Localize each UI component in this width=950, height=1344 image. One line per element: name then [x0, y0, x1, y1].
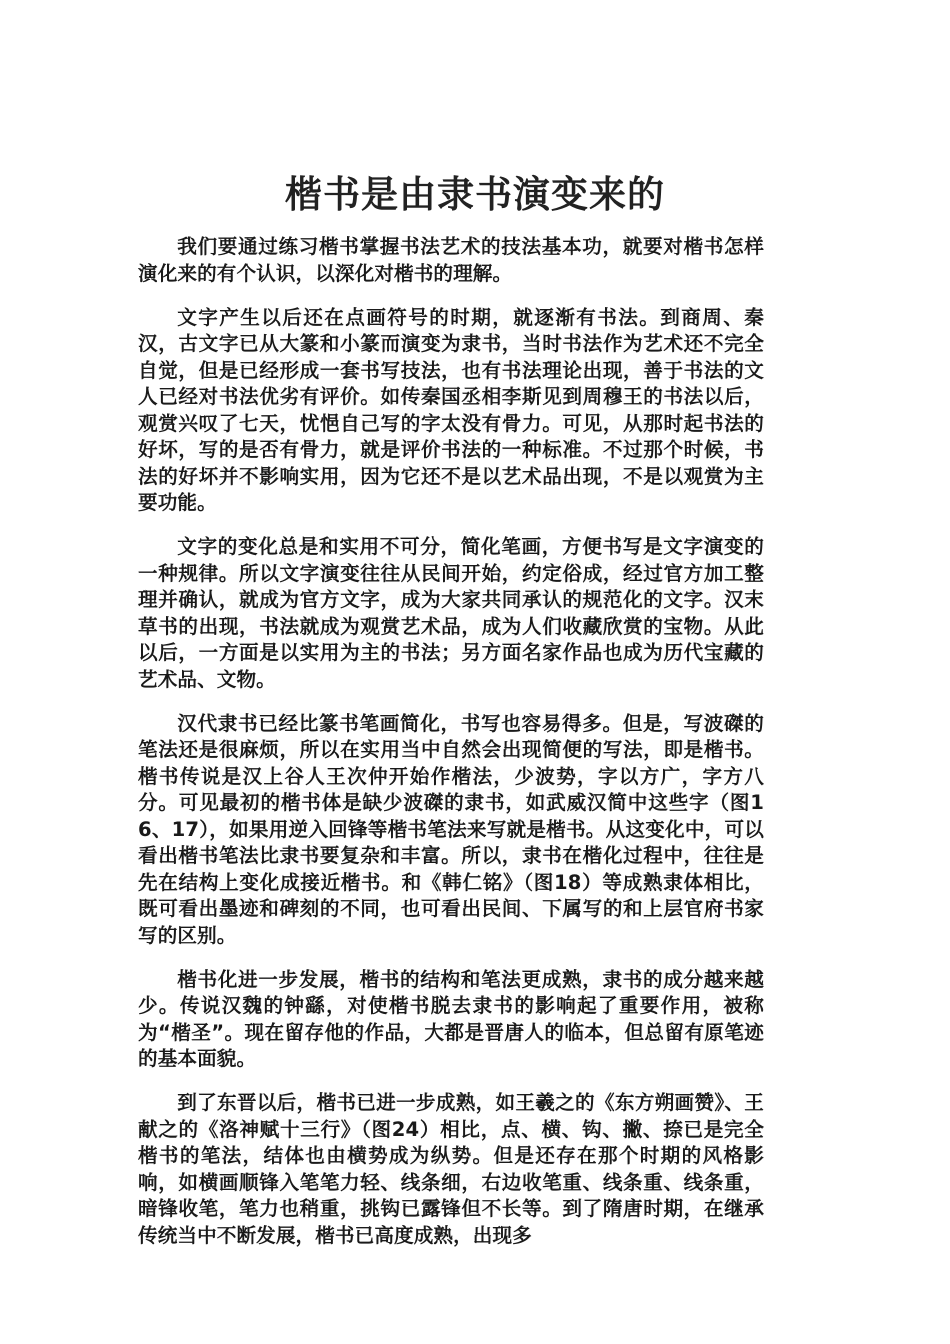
paragraph-2: 文字产生以后还在点画符号的时期，就逐渐有书法。到商周、秦汉，古文字已从大篆和小篆而演变为隶书，当时书法作为艺术还不完全自觉，但是已经形成一套书写技法，也有书法理论出现，善于书法的文人已经对书法优劣有评价。如传秦国丞相李斯见到周穆王的书法以后，观赏兴叹了七天，忧悒自己写的字太没有骨力。可见，从那时起书法的好坏，写的是否有骨力，就是评价书法的一种标准。不过那个时候，书法的好坏并不影响实用，因为它还不是以艺术品出现，不是以观赏为主要功能。: [138, 305, 764, 514]
paragraph-3: 文字的变化总是和实用不可分，简化笔画，方便书写是文字演变的一种规律。所以文字演变往往从民间开始，约定俗成，经过官方加工整理并确认，就成为官方文字，成为大家共同承认的规范化的文字。汉末草书的出现，书法就成为观赏艺术品，成为人们收藏欣赏的宝物。从此以后，一方面是以实用为主的书法；另方面名家作品也成为历代宝藏的艺术品、文物。: [138, 535, 764, 691]
paragraph-1: 我们要通过练习楷书掌握书法艺术的技法基本功，就要对楷书怎样演化来的有个认识，以深化对楷书的理解。: [138, 235, 764, 285]
paragraph-6: 到了东晋以后，楷书已进一步成熟，如王羲之的《东方朔画赞》、王献之的《洛神赋十三行》（图24）相比，点、横、钩、撇、捺已是完全楷书的笔法，结体也由横势成为纵势。但是还存在那个时期的风格影响，如横画顺锋入笔笔力轻、线条细，右边收笔重、线条重、线条重，暗锋收笔，笔力也稍重，挑钩已露锋但不长等。到了隋唐时期，在继承传统当中不断发展，楷书已高度成熟，出现多: [138, 1091, 764, 1247]
paragraph-4: 汉代隶书已经比篆书笔画简化，书写也容易得多。但是，写波磔的笔法还是很麻烦，所以在实用当中自然会出现简便的写法，即是楷书。楷书传说是汉上谷人王次仲开始作楷法，少波势，字以方广，字方八分。可见最初的楷书体是缺少波磔的隶书，如武威汉简中这些字（图16、17），如果用逆入回锋等楷书笔法来写就是楷书。从这变化中，可以看出楷书笔法比隶书要复杂和丰富。所以，隶书在楷化过程中，往往是先在结构上变化成接近楷书。和《韩仁铭》（图18）等成熟隶体相比，既可看出墨迹和碑刻的不同，也可看出民间、下属写的和上层官府书家写的区别。: [138, 711, 764, 947]
paragraph-5: 楷书化进一步发展，楷书的结构和笔法更成熟，隶书的成分越来越少。传说汉魏的钟繇，对使楷书脱去隶书的影响起了重要作用，被称为“楷圣”。现在留存他的作品，大都是晋唐人的临本，但总留有原笔迹的基本面貌。: [138, 967, 764, 1070]
article-body: [138, 234, 764, 1267]
page-title: 楷书是由隶书演变来的: [285, 173, 665, 216]
